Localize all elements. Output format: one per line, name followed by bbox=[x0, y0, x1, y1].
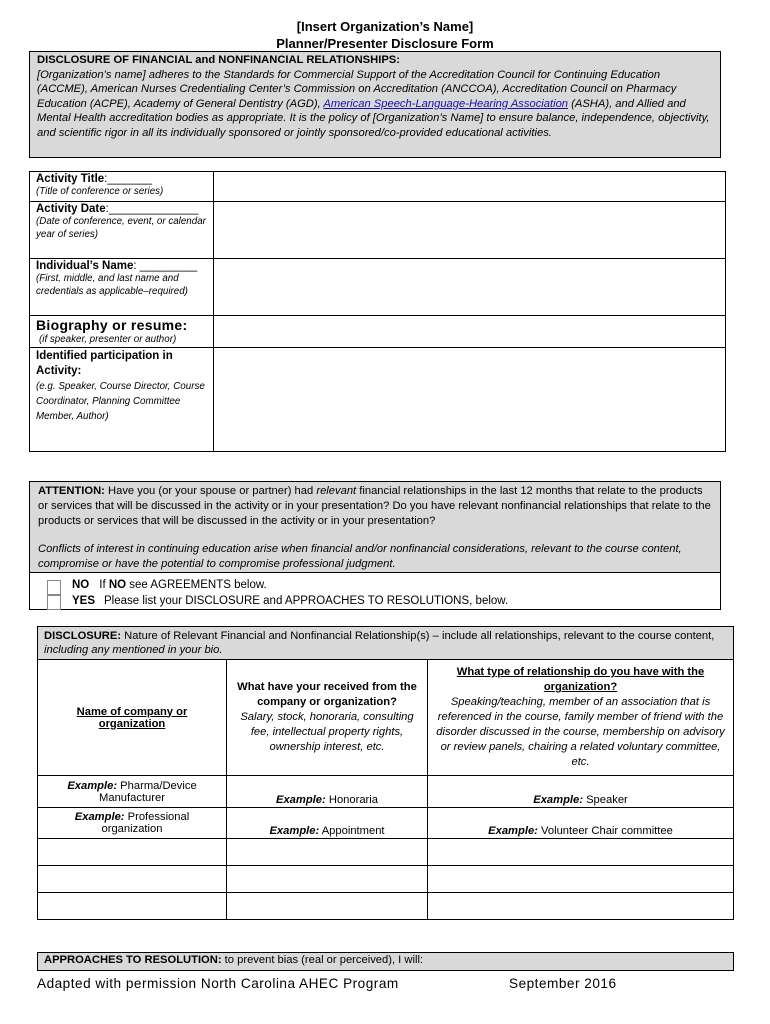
col-relationship-header bbox=[428, 660, 734, 776]
attention-label: ATTENTION: bbox=[38, 485, 105, 497]
conflicts-note: Conflicts of interest in continuing education arise when financial and/or nonfinancial considerations, relevant to the course content, compromise or have the potential to compromise professional judgment. bbox=[38, 543, 682, 570]
attention-box bbox=[29, 481, 721, 573]
example-word: Example: bbox=[488, 825, 538, 837]
no-text-bold: NO bbox=[108, 579, 127, 591]
activity-title-blank: :_______ bbox=[104, 173, 153, 185]
activity-title-label-cell bbox=[30, 172, 214, 202]
table-row bbox=[38, 893, 734, 920]
biography-label: Biography or resume: bbox=[36, 317, 188, 333]
biography-hint: (if speaker, presenter or author) bbox=[39, 334, 177, 345]
disclosure-label: DISCLOSURE: bbox=[44, 629, 122, 642]
attention-question bbox=[38, 484, 712, 529]
activity-date-hint: (Date of conference, event, or calendar year of series) bbox=[36, 216, 206, 240]
activity-title-hint: (Title of conference or series) bbox=[36, 186, 164, 197]
org-name: [Insert Organization’s Name] bbox=[296, 19, 474, 34]
form-title: Planner/Presenter Disclosure Form bbox=[276, 36, 494, 51]
example-company-cell bbox=[38, 808, 227, 839]
received-input[interactable] bbox=[227, 839, 428, 866]
col-received-hint: Salary, stock, honoraria, consulting fee, intellectual property rights, ownership interest, etc. bbox=[240, 711, 414, 753]
col-relationship-title: What type of relationship do you have with the organization? bbox=[456, 666, 705, 693]
company-input[interactable] bbox=[38, 839, 227, 866]
table-row bbox=[38, 776, 734, 808]
approaches-label: APPROACHES TO RESOLUTION: bbox=[44, 954, 222, 966]
individual-name-blank: : _________ bbox=[133, 260, 198, 272]
example-relationship: Volunteer Chair committee bbox=[537, 825, 673, 837]
approaches-text: to prevent bias (real or perceived), I will: bbox=[221, 954, 424, 966]
disclosure-table bbox=[37, 626, 734, 920]
col-received-title: What have your received from the company or organization? bbox=[237, 681, 417, 708]
col-relationship-hint: Speaking/teaching, member of an association that is referenced in the course, family member of friend with the disorder discussed in the course, membership on advisory or review panels, chairing a related voluntary committee, etc. bbox=[436, 696, 725, 768]
relationship-input[interactable] bbox=[428, 866, 734, 893]
example-word: Example: bbox=[533, 794, 583, 806]
activity-date-label-cell bbox=[30, 202, 214, 259]
no-text-a: If bbox=[99, 579, 109, 591]
example-company-cell bbox=[38, 776, 227, 808]
yes-option bbox=[72, 595, 508, 607]
yes-text: Please list your DISCLOSURE and APPROACHES TO RESOLUTIONS, below. bbox=[104, 595, 509, 607]
no-option bbox=[72, 579, 267, 591]
example-received: Honoraria bbox=[325, 794, 378, 806]
biography-input[interactable] bbox=[214, 316, 726, 348]
activity-date-label: Activity Date bbox=[36, 203, 106, 215]
participation-input[interactable] bbox=[214, 348, 726, 452]
activity-date-input[interactable] bbox=[214, 202, 726, 259]
intro-text-b: (ASHA), and Allied and Mental Health accreditation bodies as appropriate. It is the policy of [Organization’s Name] to ensure balance, independence, objectivity, and scientific rigor in all its individually sponsored or jointly sponsored/co-provided educational activities. bbox=[37, 97, 710, 139]
intro-heading: DISCLOSURE OF FINANCIAL and NONFINANCIAL RELATIONSHIPS: bbox=[37, 54, 400, 66]
example-relationship: Speaker bbox=[582, 794, 628, 806]
example-word: Example: bbox=[67, 779, 118, 792]
example-relationship-cell bbox=[428, 808, 734, 839]
attention-relevant: relevant bbox=[316, 485, 357, 497]
company-input[interactable] bbox=[38, 866, 227, 893]
disclosure-text: Nature of Relevant Financial and Nonfinancial Relationship(s) – include all relationships, relevant to the course content, bbox=[121, 629, 715, 642]
col-company-header bbox=[38, 660, 227, 776]
relationship-input[interactable] bbox=[428, 839, 734, 866]
options-box bbox=[29, 572, 721, 610]
example-company: Professional organization bbox=[101, 811, 190, 835]
example-received-cell bbox=[227, 776, 428, 808]
activity-title-label: Activity Title bbox=[36, 173, 105, 185]
example-word: Example: bbox=[276, 794, 326, 806]
biography-label-cell bbox=[30, 316, 214, 348]
participation-label: Identified participation in Activity: bbox=[36, 350, 173, 377]
individual-name-input[interactable] bbox=[214, 259, 726, 316]
no-label: NO bbox=[72, 579, 90, 591]
example-received: Appointment bbox=[319, 825, 385, 837]
participation-hint: (e.g. Speaker, Course Director, Course Coordinator, Planning Committee Member, Author) bbox=[36, 381, 205, 422]
table-row bbox=[38, 866, 734, 893]
approaches-box bbox=[37, 952, 734, 971]
yes-label: YES bbox=[72, 595, 96, 607]
yes-checkbox[interactable] bbox=[47, 595, 61, 610]
asha-link[interactable]: American Speech-Language-Hearing Association bbox=[323, 97, 569, 110]
attention-text-b: financial relationships in the last 12 months that relate to the products or services that will be discussed in the activity or in your presentation? Do you have relevant nonfinancial relationships that relate to the products or services that will be discussed in the activity or in your presentation? bbox=[38, 485, 711, 527]
individual-name-hint: (First, middle, and last name and credentials as applicable–required) bbox=[36, 273, 188, 297]
example-word: Example: bbox=[269, 825, 320, 837]
activity-info-table bbox=[29, 171, 726, 452]
disclosure-italic: including any mentioned in your bio. bbox=[44, 644, 223, 656]
disclosure-header bbox=[38, 627, 734, 660]
table-row bbox=[38, 839, 734, 866]
col-received-header bbox=[227, 660, 428, 776]
individual-name-label-cell bbox=[30, 259, 214, 316]
example-word: Example: bbox=[74, 811, 125, 823]
activity-date-blank: :______________ bbox=[105, 203, 199, 215]
col-company-title: Name of company or organization bbox=[76, 705, 188, 730]
no-checkbox[interactable] bbox=[47, 580, 61, 595]
individual-name-label: Individual’s Name bbox=[36, 260, 134, 272]
activity-title-input[interactable] bbox=[214, 172, 726, 202]
received-input[interactable] bbox=[227, 893, 428, 920]
intro-text-a: [Organization’s name] adheres to the Standards for Commercial Support of the Accreditation Council for Continuing Education (ACCME), American Nurses Credentialing Center’s Commission on Accreditation (ANCCOA), Accreditation Council on Pharmacy Education (ACPE), Academy of General Dentistry (AGD), bbox=[37, 68, 677, 110]
example-relationship-cell bbox=[428, 776, 734, 808]
example-received-cell bbox=[227, 808, 428, 839]
example-company: Pharma/Device Manufacturer bbox=[99, 779, 197, 804]
table-row bbox=[38, 808, 734, 839]
relationship-input[interactable] bbox=[428, 893, 734, 920]
received-input[interactable] bbox=[227, 866, 428, 893]
attention-text-a: Have you (or your spouse or partner) had bbox=[104, 485, 317, 497]
participation-label-cell bbox=[30, 348, 214, 452]
intro-text bbox=[37, 68, 713, 141]
intro-box bbox=[29, 51, 721, 158]
footer-date: September 2016 bbox=[509, 976, 617, 991]
footer-credit: Adapted with permission North Carolina AHEC Program bbox=[37, 976, 399, 991]
company-input[interactable] bbox=[38, 893, 227, 920]
no-text-b: see AGREEMENTS below. bbox=[126, 579, 267, 591]
